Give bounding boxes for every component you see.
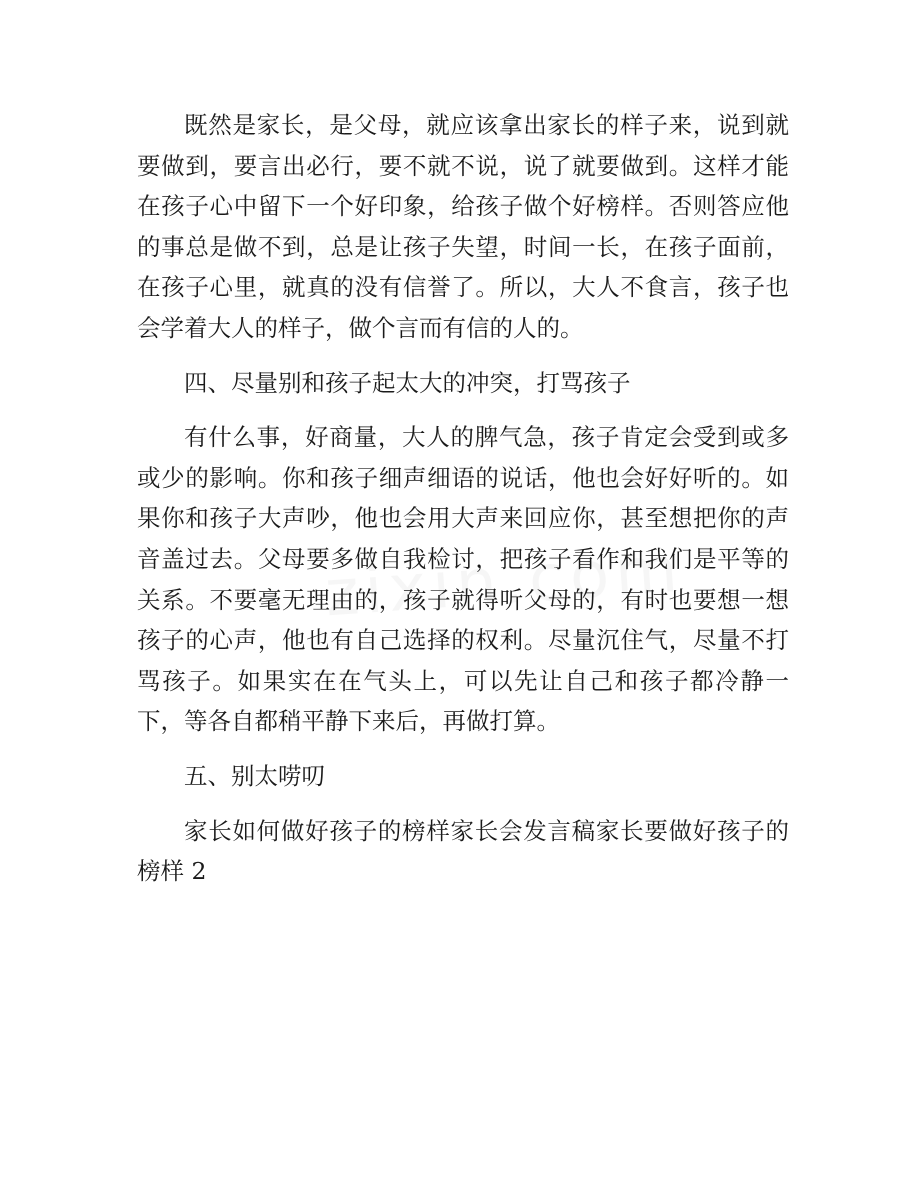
paragraph-title-2: 家长如何做好孩子的榜样家长会发言稿家长要做好孩子的榜样 2 — [137, 816, 789, 886]
paragraph-gap — [137, 403, 789, 417]
section-heading-5: 五、别太唠叨 — [184, 761, 325, 790]
document-body — [137, 105, 789, 892]
paragraph-avoid-conflict: 有什么事，好商量，大人的脾气急，孩子肯定会受到或多或少的影响。你和孩子细声细语的说话，他也会好好听的。如果你和孩子大声吵，他也会用大声来回应你，甚至想把你的声音盖过去。父母要多做自我检讨，把孩子看作和我们是平等的关系。不要毫无理由的，孩子就得听父母的，有时也要想一想孩子的心声，他也有自己选择的权利。尽量沉住气，尽量不打骂孩子。如果实在在气头上，可以先让自己和孩子都冷静一下，等各自都稍平静下来后，再做打算。 — [137, 423, 789, 736]
section-heading-4: 四、尽量别和孩子起太大的冲突，打骂孩子 — [184, 368, 631, 397]
paragraph-gap — [137, 742, 789, 756]
paragraph-keep-promises: 既然是家长，是父母，就应该拿出家长的样子来，说到就要做到，要言出必行，要不就不说，说了就要做到。这样才能在孩子心中留下一个好印象，给孩子做个好榜样。否则答应他的事总是做不到，总是让孩子失望，时间一长，在孩子面前，在孩子心里，就真的没有信誉了。所以，大人不食言，孩子也会学着大人的样子，做个言而有信的人的。 — [137, 111, 789, 342]
paragraph-gap — [137, 349, 789, 363]
paragraph-gap — [137, 797, 789, 811]
